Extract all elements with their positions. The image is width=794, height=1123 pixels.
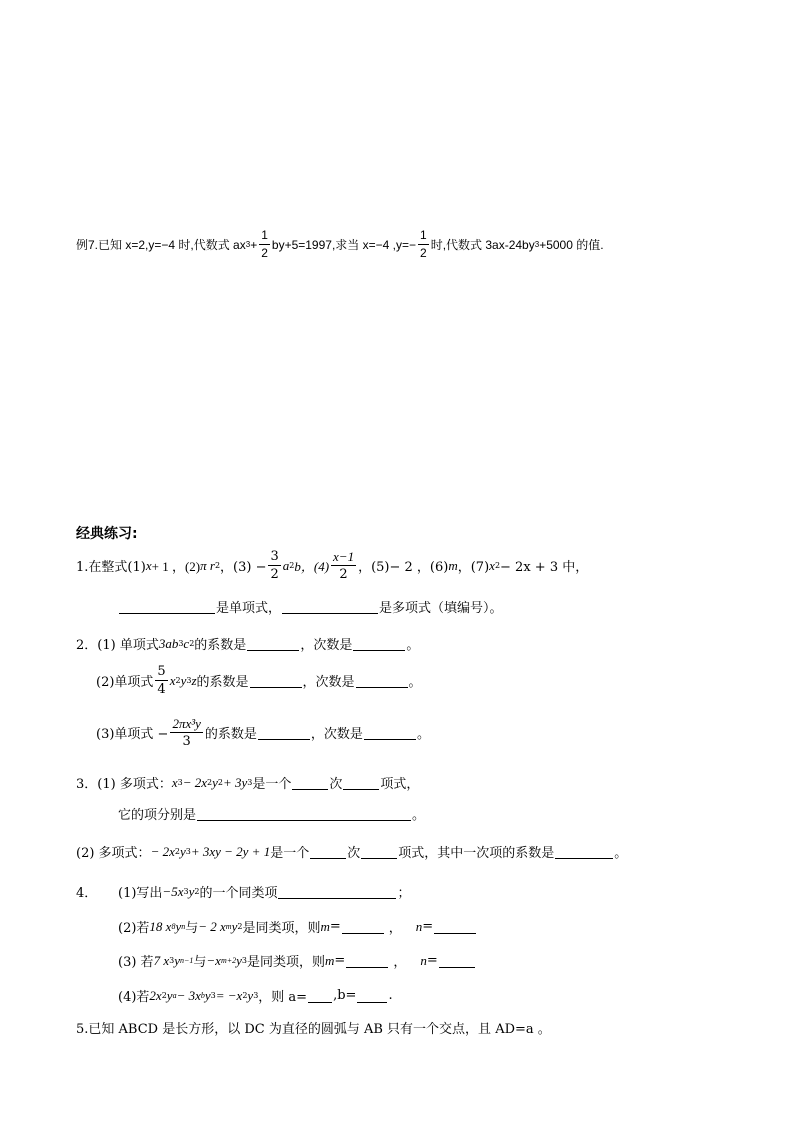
section-heading: 经典练习: bbox=[76, 526, 138, 542]
question-4-part-3: (3) 若 7 x 3 y n−1 与 −x m+2 y 3 是同类项，则 m = ， n = bbox=[118, 951, 476, 970]
fraction: $\frac{\text{2πx³y}}{3}$ bbox=[172, 716, 201, 749]
fraction: $\frac{3}{2}$ bbox=[270, 549, 279, 582]
answer-blank[interactable] bbox=[434, 919, 476, 934]
answer-blank[interactable] bbox=[247, 636, 299, 651]
question-3-part-1: 3．(1) 多项式： x 3 − 2x 2 y 2 + 3y 3 是一个 次 项式， bbox=[76, 774, 420, 792]
question-2-part-1: 2．(1) 单项式 3ab 3 c 2 的系数是 ，次数是 。 bbox=[76, 635, 420, 653]
answer-blank[interactable] bbox=[356, 673, 408, 688]
answer-blank[interactable] bbox=[364, 725, 416, 740]
answer-blank[interactable] bbox=[258, 725, 310, 740]
fraction: $\frac{1}{2}$ bbox=[261, 228, 268, 260]
answer-blank[interactable] bbox=[197, 806, 411, 821]
answer-blank[interactable] bbox=[343, 775, 379, 790]
answer-blank[interactable] bbox=[353, 636, 405, 651]
answer-blank[interactable] bbox=[346, 953, 388, 968]
answer-blank[interactable] bbox=[250, 673, 302, 688]
answer-blank[interactable] bbox=[308, 988, 332, 1003]
answer-blank[interactable] bbox=[342, 919, 384, 934]
answer-blank[interactable] bbox=[278, 884, 396, 899]
answer-blank[interactable] bbox=[439, 953, 475, 968]
question-2-part-2: (2)单项式 $\frac{5}{4}$ x 2 y 3 z 的系数是 ，次数是 。 bbox=[96, 664, 422, 697]
example-7: 例7.已知 x=2,y=−4 时,代数式 ax 3 + $\frac{1}{2}$ by+5=1997,求当 x=−4 ,y=− $\frac{1}{2}$ 时,代数式 3ax-24by 3 +5000 的值. bbox=[76, 228, 604, 260]
answer-blank[interactable] bbox=[357, 988, 387, 1003]
answer-blank[interactable] bbox=[555, 844, 613, 859]
question-2-part-3: (3)单项式 − $\frac{\text{2πx³y}}{3}$ 的系数是 ，次数是 。 bbox=[96, 716, 430, 749]
answer-blank[interactable] bbox=[119, 599, 215, 614]
question-4-part-4: (4)若 2x 2 y a − 3x b y 3 = −x 2 y 3 ，则 a= ,b= . bbox=[118, 987, 393, 1005]
answer-blank[interactable] bbox=[310, 844, 346, 859]
fraction: $\frac{1}{2}$ bbox=[420, 228, 427, 260]
fraction: $\frac{x-1}{2}$ bbox=[333, 549, 355, 582]
question-5: 5.已知 ABCD 是长方形，以 DC 为直径的圆弧与 AB 只有一个交点，且 AD=a 。 bbox=[76, 1022, 551, 1037]
fraction: $\frac{5}{4}$ bbox=[157, 664, 166, 697]
question-4-part-2: (2)若 18 x 8 y n 与 − 2 x m y 2 是同类项，则 m = ， n = bbox=[118, 917, 477, 936]
question-4-part-1: 4． (1)写出 −5x 3 y 2 的一个同类项 ； bbox=[76, 883, 411, 901]
question-1-line-2: 是单项式， 是多项式（填编号）。 bbox=[118, 597, 503, 616]
question-3-part-2: (2) 多项式： − 2x 2 y 3 + 3xy − 2y + 1 是一个 次 项式，其中一次项的系数是 。 bbox=[76, 843, 628, 861]
answer-blank[interactable] bbox=[361, 844, 397, 859]
question-1-line-1: 1.在整式(1) x + 1 ，(2) π r 2 ，(3) − $\frac{3}{2}$ a 2 b，(4) $\frac{x-1}{2}$ ，(5)− 2 ，(6) m ，(7) x 2 − 2x + 3 中， bbox=[76, 549, 589, 582]
answer-blank[interactable] bbox=[292, 775, 328, 790]
question-3-part-1-line-2: 它的项分别是 。 bbox=[118, 808, 426, 823]
answer-blank[interactable] bbox=[282, 599, 378, 614]
